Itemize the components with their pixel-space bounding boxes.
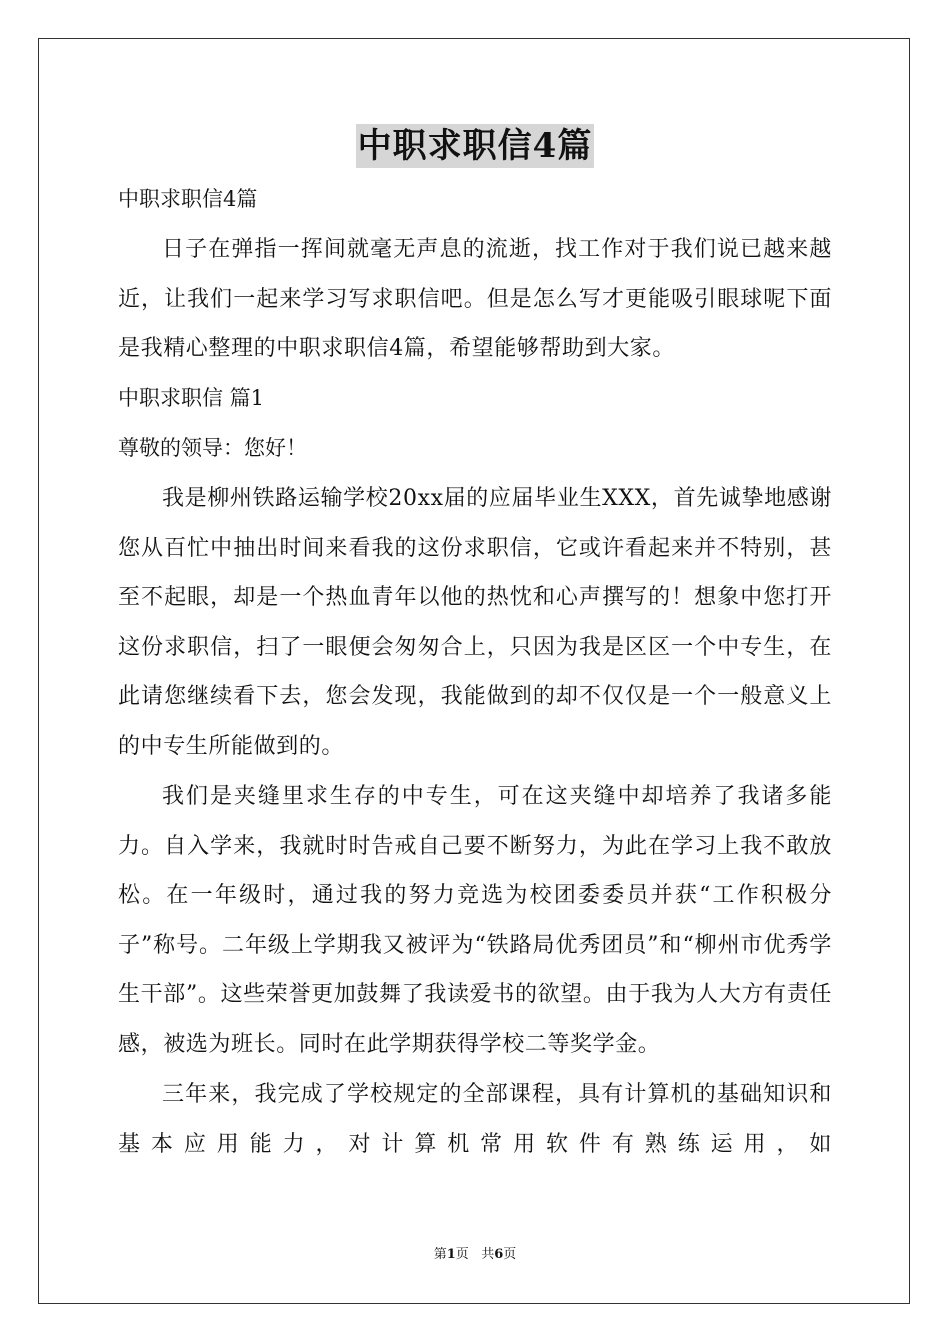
page-suffix: 页: [455, 1247, 469, 1262]
body-paragraph-1: 我是柳州铁路运输学校20xx届的应届毕业生XXX，首先诚挚地感谢您从百忙中抽出时间来看我的这份求职信，它或许看起来并不特别，甚至不起眼，却是一个热血青年以他的热忱和心声撰写的！想象中您打开这份求职信，扫了一眼便会匆匆合上，只因为我是区区一个中专生，在此请您继续看下去，您会发现，我能做到的却不仅仅是一个一般意义上的中专生所能做到的。: [118, 486, 832, 759]
document-subtitle: 中职求职信4篇: [118, 187, 258, 211]
section-heading: 中职求职信 篇1: [118, 386, 265, 410]
salutation: 尊敬的领导：您好！: [118, 436, 307, 460]
page-footer: [0, 1246, 950, 1264]
total-suffix: 页: [503, 1247, 517, 1262]
total-pages: 6: [494, 1247, 504, 1262]
page-prefix: 第: [433, 1247, 447, 1262]
title-container: [0, 124, 950, 168]
body-paragraph-2: 我们是夹缝里求生存的中专生，可在这夹缝中却培养了我诸多能力。自入学来，我就时时告戒自己要不断努力，为此在学习上我不敢放松。在一年级时，通过我的努力竞选为校团委委员并获“工作积极分子”称号。二年级上学期我又被评为“铁路局优秀团员”和“柳州市优秀学生干部”。这些荣誉更加鼓舞了我读爱书的欲望。由于我为人大方有责任感，被选为班长。同时在此学期获得学校二等奖学金。: [118, 784, 832, 1057]
body-paragraph-3: 三年来，我完成了学校规定的全部课程，具有计算机的基础知识和基本应用能力，对计算机常用软件有熟练运用，如: [118, 1082, 832, 1157]
page-number: 1: [446, 1247, 456, 1262]
intro-paragraph: 日子在弹指一挥间就毫无声息的流逝，找工作对于我们说已越来越近，让我们一起来学习写求职信吧。但是怎么写才更能吸引眼球呢下面是我精心整理的中职求职信4篇，希望能够帮助到大家。: [118, 237, 832, 361]
document-title: 中职求职信4篇: [357, 126, 593, 166]
total-prefix: 共: [481, 1247, 495, 1262]
